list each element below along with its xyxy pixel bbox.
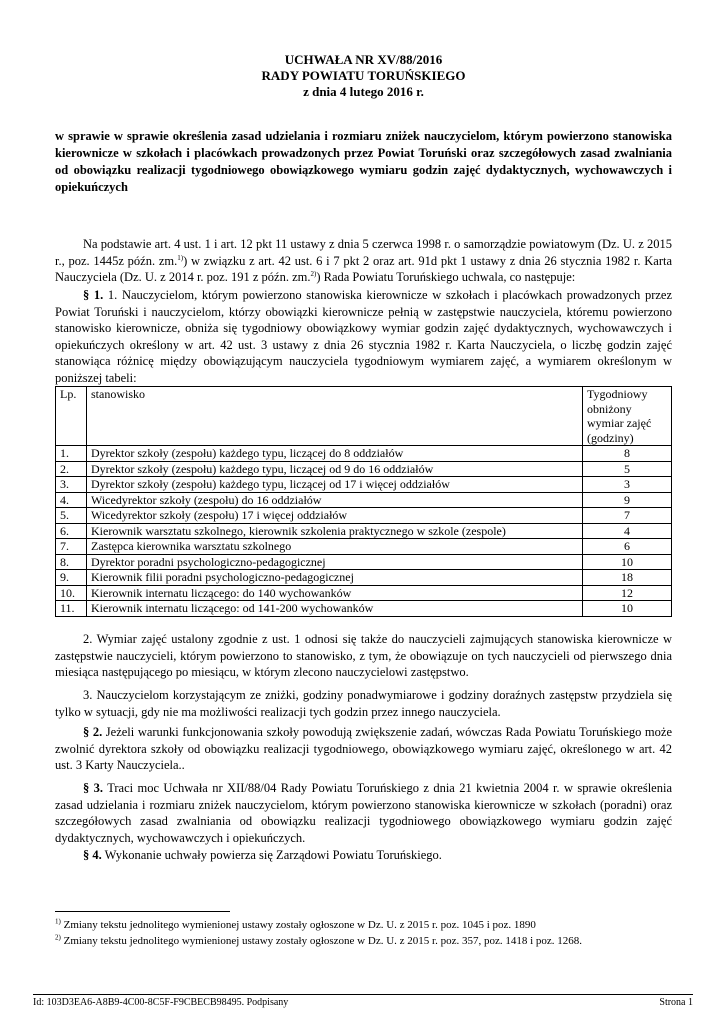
row-hours: 12 [583, 585, 672, 601]
table-header-row [56, 387, 672, 446]
paragraph-1-item-2: 2. Wymiar zajęć ustalony zgodnie z ust. 1 odnosi się także do nauczycieli zajmujących stanowiska kierownicze w zastępstwie nauczycieli, którym powierzono to stanowisko, z tym, że obowiązuje on tych nauczycieli od pierwszego dnia miesiąca następującego po miesiącu, w którym zlecono nauczycielowi zastępstwo. [55, 632, 672, 679]
row-lp: 5. [56, 508, 87, 524]
row-lp: 9. [56, 570, 87, 586]
row-lp: 3. [56, 477, 87, 493]
col-header-position: stanowisko [87, 387, 583, 446]
row-lp: 1. [56, 446, 87, 462]
row-position: Dyrektor szkoły (zespołu) każdego typu, liczącej od 17 i więcej oddziałów [87, 477, 583, 493]
paragraph-4-text: Wykonanie uchwały powierza się Zarządowi Powiatu Toruńskiego. [101, 848, 442, 862]
row-hours: 3 [583, 477, 672, 493]
col-header-reduction: Tygodniowy obniżony wymiar zajęć (godziny) [583, 387, 672, 446]
page-footer [33, 997, 693, 1008]
row-hours: 18 [583, 570, 672, 586]
reduction-table [55, 386, 672, 617]
row-hours: 8 [583, 446, 672, 462]
footnote-separator [55, 911, 230, 912]
row-hours: 6 [583, 539, 672, 555]
paragraph-3 [55, 780, 672, 846]
table-row [56, 477, 672, 493]
row-hours: 10 [583, 601, 672, 617]
row-position: Kierownik warsztatu szkolnego, kierownik szkolenia praktycznego w szkole (zespole) [87, 523, 583, 539]
council-name: RADY POWIATU TORUŃSKIEGO [261, 68, 466, 83]
paragraph-2-text: Jeżeli warunki funkcjonowania szkoły powodują zwiększenie zadań, wówczas Rada Powiatu Toruńskiego może zwolnić dyrektora szkoły od obowiązku realizacji tygodniowego, obowiązkowego wymiaru zajęć, określonego w art. 42 ust. 3 Karty Nauczyciela.. [55, 725, 672, 772]
row-position: Dyrektor szkoły (zespołu) każdego typu, liczącej od 9 do 16 oddziałów [87, 461, 583, 477]
row-lp: 2. [56, 461, 87, 477]
table-row [56, 601, 672, 617]
paragraph-4 [55, 847, 672, 864]
paragraph-1 [55, 287, 672, 386]
row-position: Dyrektor poradni psychologiczno-pedagogicznej [87, 554, 583, 570]
row-position: Dyrektor szkoły (zespołu) każdego typu, liczącej do 8 oddziałów [87, 446, 583, 462]
paragraph-3-text: Traci moc Uchwała nr XII/88/04 Rady Powiatu Toruńskiego z dnia 21 kwietnia 2004 r. w sprawie określenia zasad udzielania i rozmiaru zniżek nauczycielom, którym powierzono stanowiska kierownicze w szkołach (poradni) oraz szczegółowych zasad zwalniania od obowiązku realizacji tygodniowego obowiązkowego wymiaru godzin zajęć dydaktycznych, wychowawczych i opiekuńczych. [55, 781, 673, 845]
document-id: Id: 103D3EA6-A8B9-4C00-8C5F-F9CBECB98495. Podpisany [33, 997, 289, 1008]
footnote-1-text: Zmiany tekstu jednolitego wymienionej ustawy zostały ogłoszone w Dz. U. z 2015 r. poz. 1045 i poz. 1890 [60, 919, 536, 931]
row-lp: 6. [56, 523, 87, 539]
row-hours: 9 [583, 492, 672, 508]
table-row [56, 554, 672, 570]
resolution-number: UCHWAŁA NR XV/88/2016 [284, 52, 443, 67]
row-hours: 10 [583, 554, 672, 570]
resolution-date: z dnia 4 lutego 2016 r. [303, 84, 424, 99]
row-position: Zastępca kierownika warsztatu szkolnego [87, 539, 583, 555]
table-body [56, 446, 672, 617]
row-lp: 10. [56, 585, 87, 601]
footnote-ref-1: 1) [177, 253, 184, 262]
row-lp: 11. [56, 601, 87, 617]
paragraph-1-item-3: 3. Nauczycielom korzystającym ze zniżki, godziny ponadwymiarowe i godziny doraźnych zastępstw przydziela się tylko w sytuacji, gdy nie ma możliwości realizacji tych godzin przez innego nauczyciela. [55, 688, 672, 719]
row-position: Kierownik internatu liczącego: od 141-200 wychowanków [87, 601, 583, 617]
row-position: Wicedyrektor szkoły (zespołu) do 16 oddziałów [87, 492, 583, 508]
row-lp: 4. [56, 492, 87, 508]
paragraph-4-mark: § 4. [83, 848, 102, 862]
row-position: Kierownik internatu liczącego: do 140 wychowanków [87, 585, 583, 601]
table-row [56, 492, 672, 508]
table-row [56, 523, 672, 539]
table-row [56, 508, 672, 524]
resolution-subject: w sprawie w sprawie określenia zasad udzielania i rozmiaru zniżek nauczycielom, którym powierzono stanowiska kierownicze w szkołach i placówkach prowadzonych przez Powiat Toruński oraz szczegółowych zasad zwalniania od obowiązku realizacji tygodniowego obowiązkowego wymiaru godzin zajęć dydaktycznych, wychowawczych i opiekuńczych [55, 129, 672, 194]
row-hours: 4 [583, 523, 672, 539]
row-lp: 8. [56, 554, 87, 570]
footnote-ref-2: 2) [310, 269, 317, 278]
table-row [56, 585, 672, 601]
paragraph-3-mark: § 3. [83, 781, 104, 795]
preamble-text-2: ) w związku z art. 42 ust. 6 i 7 pkt 2 oraz art. 91d pkt 1 ustawy z dnia 26 stycznia 1982 r. Karta Nauczyciela (Dz. U. z 2014 r. poz. 191 z późn. zm. [55, 253, 673, 284]
footnote-2 [55, 934, 582, 948]
table-row [56, 461, 672, 477]
preamble-text-3: ) Rada Powiatu Toruńskiego uchwala, co następuje: [316, 270, 576, 284]
paragraph-1-mark: § 1. [83, 288, 104, 302]
row-hours: 7 [583, 508, 672, 524]
footnote-1-mark: 1) [55, 917, 61, 926]
row-lp: 7. [56, 539, 87, 555]
row-position: Kierownik filii poradni psychologiczno-pedagogicznej [87, 570, 583, 586]
footnote-2-mark: 2) [55, 933, 61, 942]
page-number: Strona 1 [659, 997, 693, 1008]
paragraph-1-text: 1. Nauczycielom, którym powierzono stanowiska kierownicze w szkołach i placówkach prowadzonych przez Powiat Toruński i nauczycielom, którzy obowiązki kierownicze pełnią w zastępstwie nauczyciela, któremu powierzono stanowisko kierownicze, obniża się tygodniowy obowiązkowy wymiar godzin zajęć dydaktycznych, wychowawczych i opiekuńczych określony w art. 42 ust. 3 ustawy z dnia 26 stycznia 1982 r. Karta Nauczyciela, o liczbę godzin zajęć stanowiąca różnicę między obowiązującym nauczyciela tygodniowym wymiarem zajęć, a wymiarem określonym w poniższej tabeli: [55, 288, 673, 385]
table-row [56, 539, 672, 555]
table-row [56, 570, 672, 586]
paragraph-2 [55, 724, 672, 774]
footnote-1 [55, 918, 536, 932]
row-hours: 5 [583, 461, 672, 477]
preamble-text-1: Na podstawie art. 4 ust. 1 i art. 12 pkt 11 ustawy z dnia 5 czerwca 1998 r. o samorządzie powiatowym (Dz. U. z 2015 r., poz. 1445z późn. zm. [55, 237, 672, 268]
row-position: Wicedyrektor szkoły (zespołu) 17 i więcej oddziałów [87, 508, 583, 524]
preamble [55, 236, 672, 286]
col-header-lp: Lp. [56, 387, 87, 446]
footnote-2-text: Zmiany tekstu jednolitego wymienionej ustawy zostały ogłoszone w Dz. U. z 2015 r. poz. 357, poz. 1418 i poz. 1268. [60, 935, 583, 947]
resolution-header [55, 52, 672, 100]
paragraph-2-mark: § 2. [83, 725, 103, 739]
table-row [56, 446, 672, 462]
footer-separator [33, 994, 693, 995]
